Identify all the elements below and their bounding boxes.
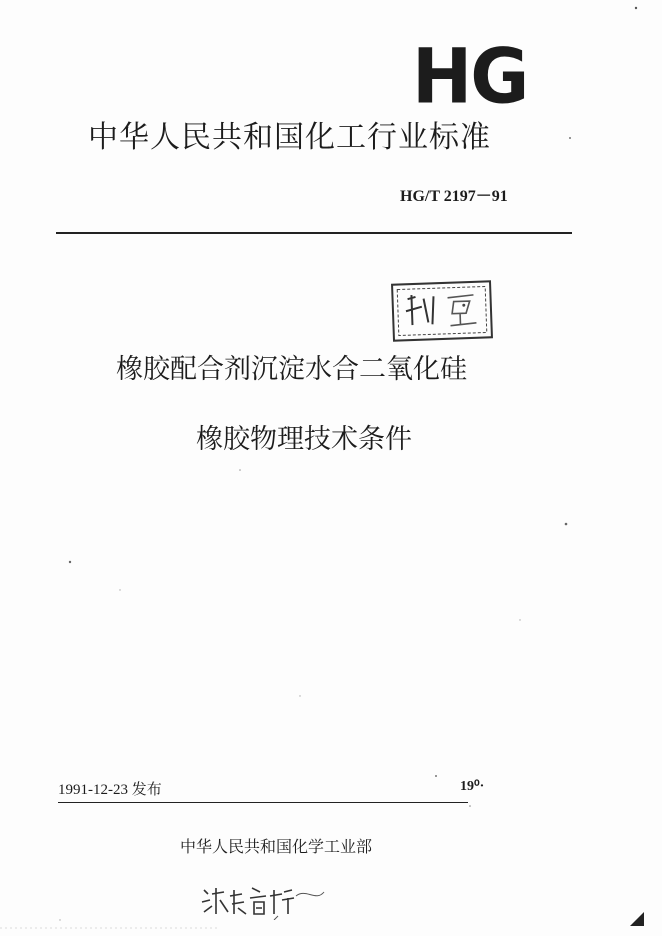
document-title-line-2: 橡胶物理技术条件 bbox=[196, 424, 412, 455]
hg-logo: HG bbox=[412, 31, 528, 121]
obsolete-stamp bbox=[391, 280, 493, 341]
header-divider bbox=[56, 232, 572, 234]
corner-fold-icon bbox=[628, 910, 646, 928]
handwritten-signature bbox=[198, 880, 328, 920]
document-title-line-1: 橡胶配合剂沉淀水合二氧化硅 bbox=[116, 354, 467, 385]
footer-divider bbox=[58, 802, 468, 803]
stamp-icon bbox=[393, 282, 491, 339]
standard-number: HG/T 2197－91 bbox=[400, 188, 508, 205]
issuing-authority: 中华人民共和国化学工业部 bbox=[180, 837, 373, 856]
publish-date: 1991-12-23 发布 bbox=[58, 782, 162, 798]
implement-date: 19⁰· bbox=[460, 779, 485, 794]
standard-category-title: 中华人民共和国化工行业标准 bbox=[88, 120, 491, 155]
